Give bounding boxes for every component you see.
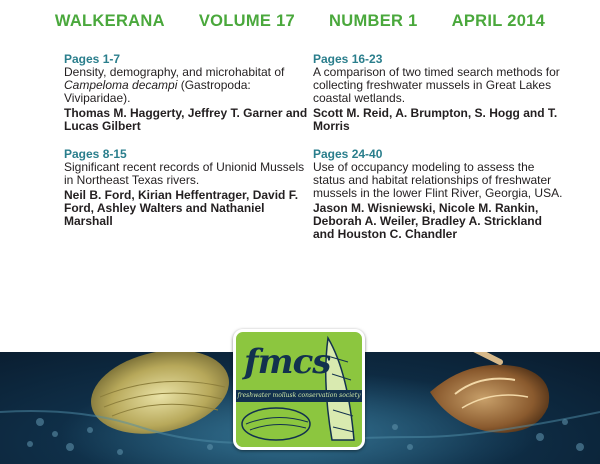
logo-tagline: freshwater mollusk conservation society	[236, 390, 362, 402]
volume-label: VOLUME 17	[198, 12, 296, 30]
article-authors: Thomas M. Haggerty, Jeffrey T. Garner and Lucas Gilbert	[64, 106, 308, 133]
article-title: Density, demography, and microhabitat of Campeloma decampi (Gastropoda: Viviparidae).	[64, 65, 285, 105]
article-authors: Jason M. Wisniewski, Nicole M. Rankin, Deborah A. Weiler, Bradley A. Strickland and Houston C. Chandler	[313, 201, 542, 241]
article-entry	[313, 147, 563, 241]
number-label: NUMBER 1	[329, 12, 418, 30]
article-entry	[64, 147, 314, 228]
species-name: Campeloma decampi	[64, 78, 178, 92]
article-title: Use of occupancy modeling to assess the status and habitat relationships of freshwater mussels in the lower Flint River, Georgia, USA.	[313, 160, 563, 200]
fmcs-logo	[233, 329, 365, 450]
contents-left-column	[64, 52, 314, 242]
masthead	[0, 12, 600, 36]
article-pages: Pages 24-40	[313, 147, 383, 161]
article-pages: Pages 8-15	[64, 147, 127, 161]
issue-date: APRIL 2014	[451, 12, 546, 30]
article-authors: Neil B. Ford, Kirian Heffentrager, David F. Ford, Ashley Walters and Nathaniel Marshall	[64, 188, 299, 228]
article-authors: Scott M. Reid, A. Brumpton, S. Hogg and T. Morris	[313, 106, 558, 133]
article-title: Significant recent records of Unionid Mussels in Northeast Texas rivers.	[64, 160, 305, 187]
article-pages: Pages 16-23	[313, 52, 383, 66]
article-entry	[64, 52, 314, 133]
journal-name: WALKERANA	[54, 12, 165, 30]
article-title: A comparison of two timed search methods for collecting freshwater mussels in Great Lakes coastal wetlands.	[313, 65, 560, 105]
article-entry	[313, 52, 563, 133]
contents-right-column	[313, 52, 563, 255]
logo-wordmark: fmcs	[244, 342, 331, 382]
article-pages: Pages 1-7	[64, 52, 121, 66]
